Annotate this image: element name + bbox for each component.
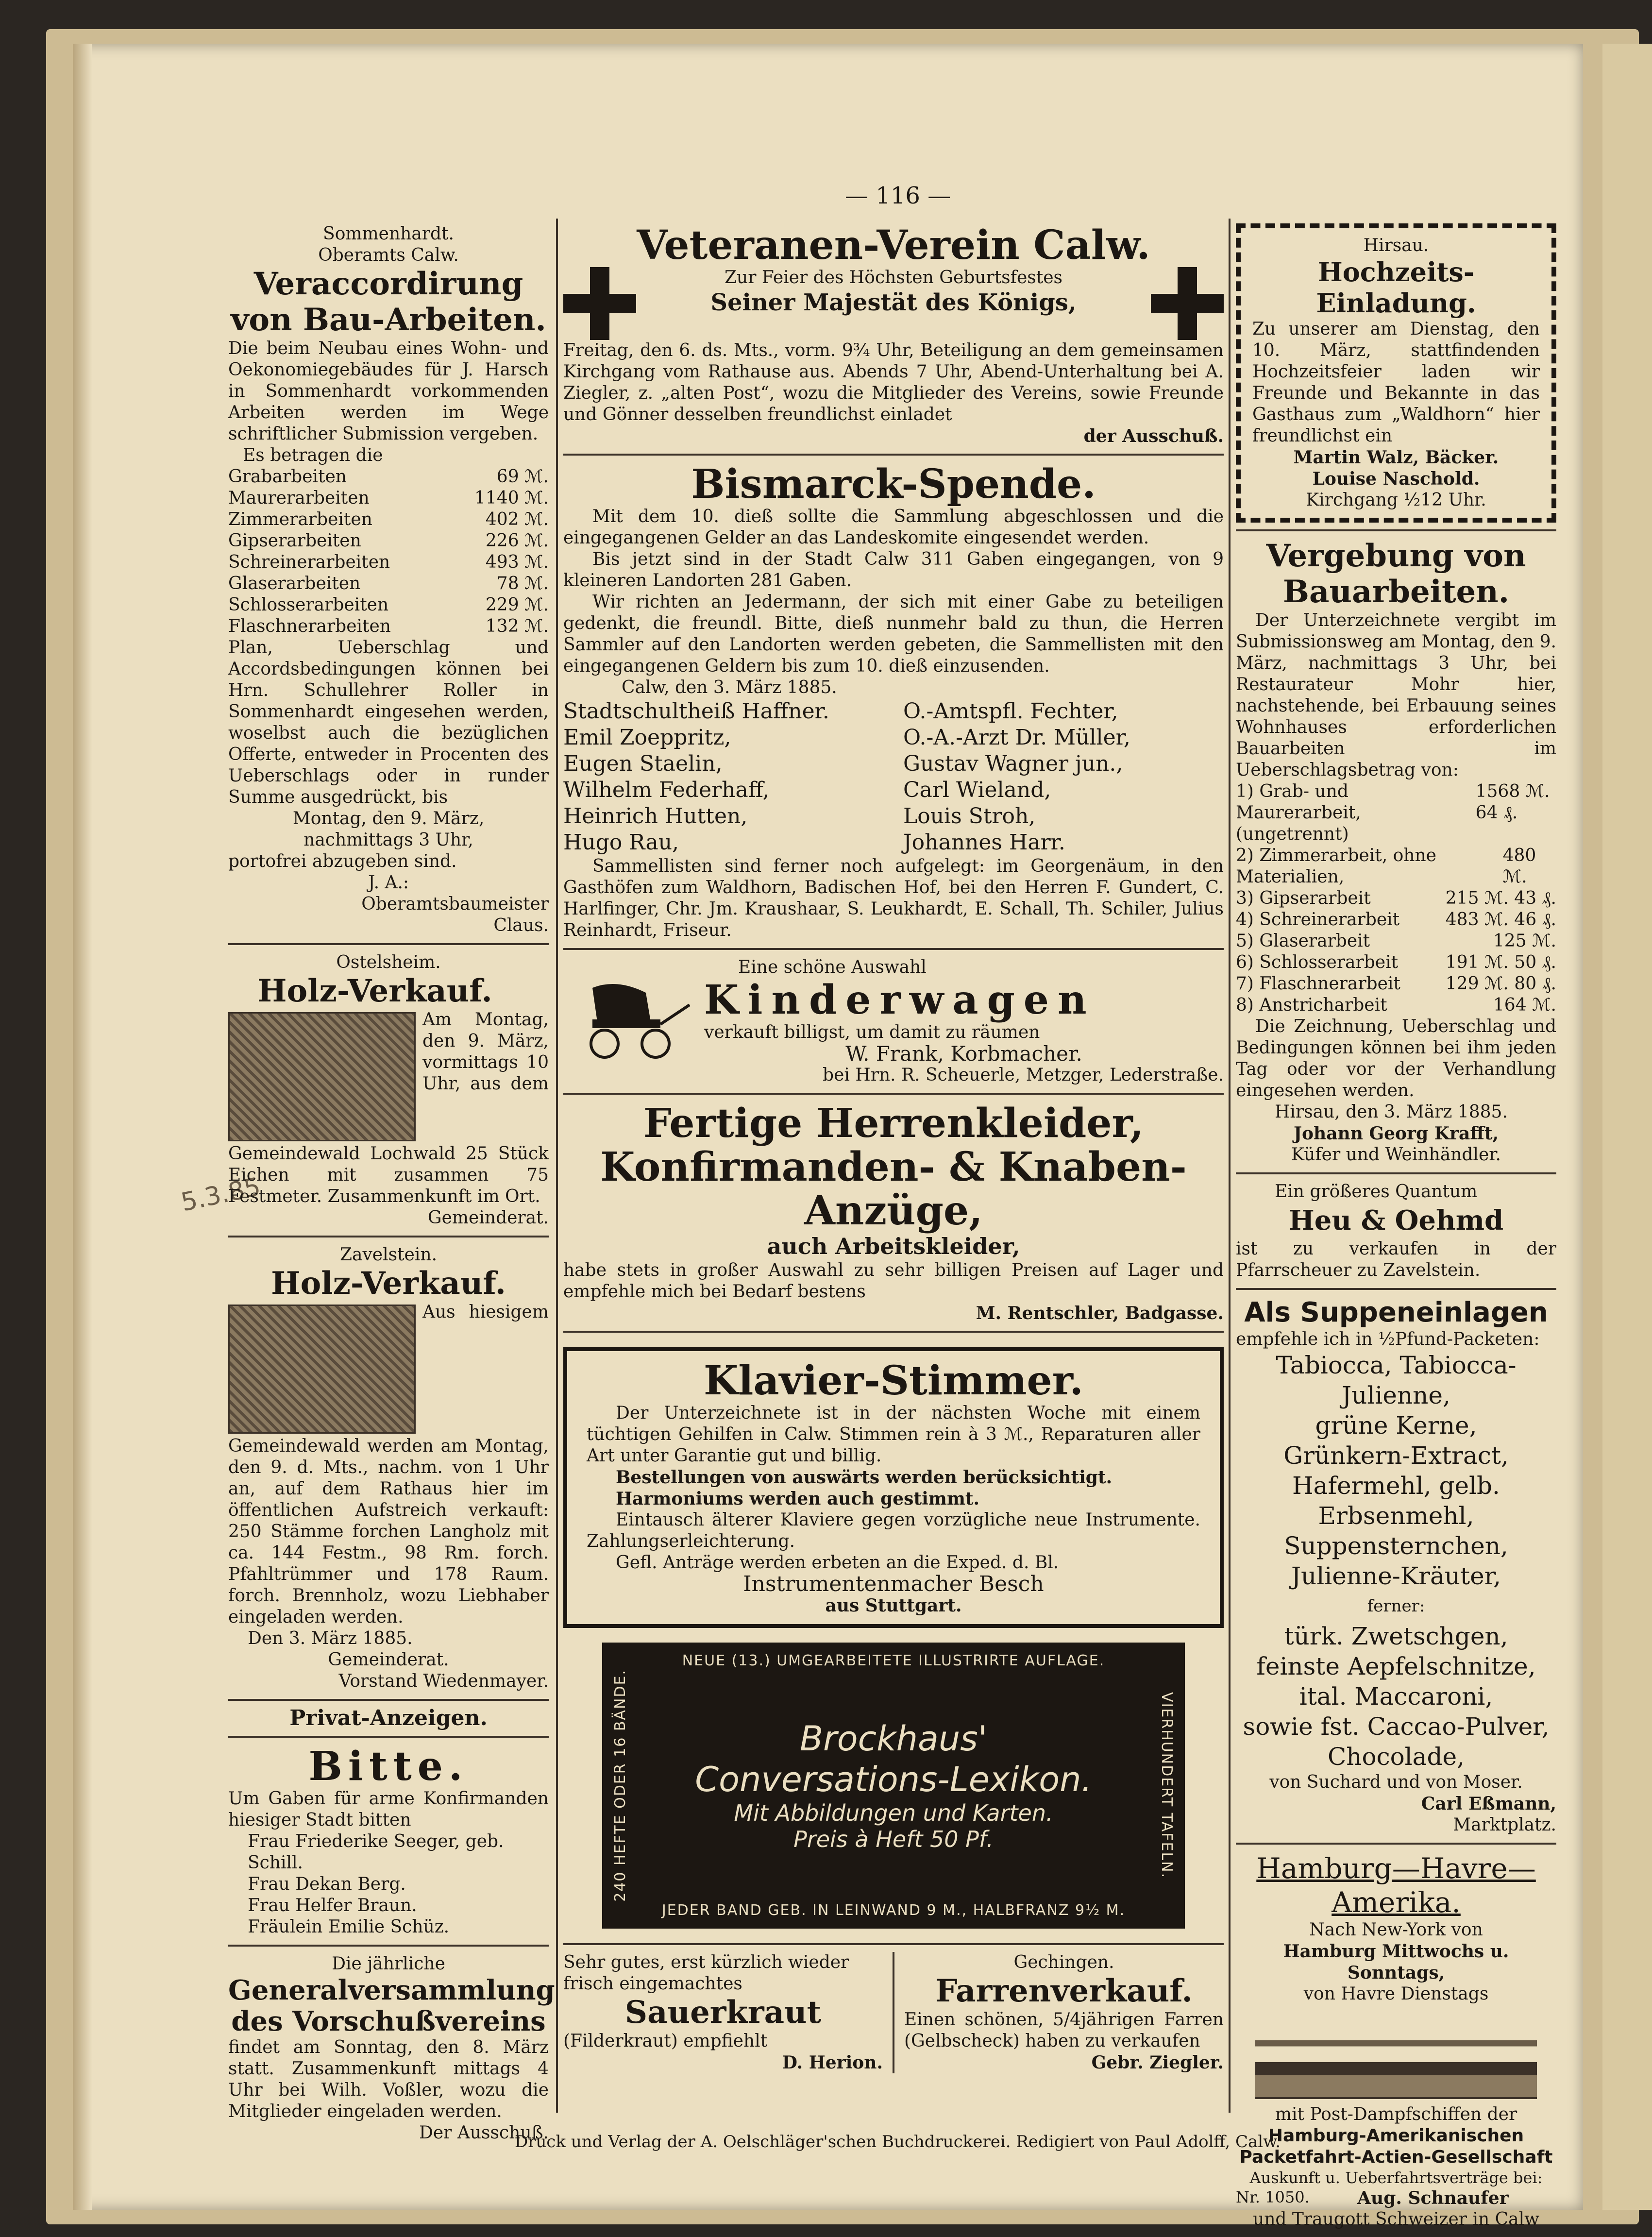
name: Louis Stroh,	[903, 804, 1036, 829]
name: O.-A.-Arzt Dr. Müller,	[903, 725, 1130, 750]
ad-date: Den 3. März 1885.	[248, 1628, 413, 1648]
signature: Johann Georg Krafft,	[1293, 1123, 1499, 1144]
ad-herrenkleider	[563, 1102, 1224, 1324]
name: Heinrich Hutten,	[563, 804, 748, 829]
ad-text: Zu unserer am Dienstag, den 10. März, stattfindenden Hochzeitsfeier laden wir Freunde und Bekannte in das Gasthaus zum „Waldhorn“ hier freundlichst ein	[1252, 319, 1540, 446]
divider	[563, 454, 1224, 456]
name: Frau Helfer Braun.	[248, 1896, 417, 1915]
divider	[1236, 1172, 1556, 1174]
cost-item: 5) Glaserarbeit 125 ℳ.	[1236, 931, 1556, 951]
name: Stadtschultheiß Haffner.	[563, 699, 829, 724]
place: Zavelstein.	[339, 1245, 438, 1265]
signature: aus Stuttgart.	[825, 1595, 962, 1616]
ad-title: Heu & Oehmd	[1288, 1204, 1504, 1237]
ad-text: Mit dem 10. dieß sollte die Sammlung abgeschlossen und die eingegangenen Gelder an das Landeskomite eingesendet werden.	[563, 507, 1224, 548]
margin-note: 5.3.85	[178, 1172, 263, 1218]
ad-text: verkauft billigst, um damit zu räumen	[704, 1022, 1040, 1042]
company-name: Hamburg-Amerikanischen	[1268, 2126, 1524, 2146]
ad-banner-text: 240 HEFTE ODER 16 BÄNDE.	[612, 1669, 629, 1902]
ad-generalversammlung	[228, 1953, 555, 2144]
product: feinste Aepfelschnitze,	[1256, 1652, 1536, 1680]
product: Tabiocca, Tabiocca-Julienne,	[1276, 1351, 1517, 1409]
cost-item: Grabarbeiten 69 ℳ.	[228, 467, 549, 487]
signature: Der Ausschuß.	[419, 2123, 549, 2143]
cost-list	[1236, 781, 1556, 1016]
name: Gustav Wagner jun.,	[903, 751, 1123, 776]
ad-text: Zur Feier des Höchsten Geburtsfestes	[725, 268, 1062, 288]
ad-title: Als Suppeneinlagen	[1244, 1297, 1548, 1328]
ad-title: Holz-Verkauf.	[271, 1265, 506, 1302]
ad-title: Bauarbeiten.	[1282, 574, 1510, 610]
committee-names	[563, 698, 1224, 856]
ad-vergebung-bauarbeiten	[1236, 538, 1556, 1166]
place: Ostelsheim.	[336, 952, 441, 972]
ad-holzverkauf-2	[228, 1244, 549, 1692]
cost-item: 1) Grab- und Maurerarbeit, (ungetrennt) 1568 ℳ. 64 ₰.	[1236, 781, 1550, 844]
ad-text: Am Montag, den 9. März, vormittags 10 Uhr, aus dem Gemeindewald Lochwald 25 Stück Eichen mit zusammen 75 Festmeter. Zusammenkunft im Ort.	[228, 1010, 549, 1206]
ad-number: Nr. 1050.	[1236, 2188, 1310, 2206]
ad-title: Klavier-Stimmer.	[704, 1357, 1083, 1404]
cost-item: Glaserarbeiten 78 ℳ.	[228, 574, 549, 593]
name: Fräulein Emilie Schüz.	[248, 1917, 450, 1937]
ad-text: empfehle ich in ½Pfund-Packeten:	[1236, 1329, 1540, 1349]
product: Julienne-Kräuter,	[1291, 1562, 1501, 1590]
ad-bismarck-spende	[563, 462, 1224, 941]
ad-text: Einen schönen, 5/4jährigen Farren (Gelbscheck) haben zu verkaufen	[904, 2009, 1224, 2051]
ad-suppeneinlagen	[1236, 1297, 1556, 1836]
signature: Vorstand Wiedenmayer.	[338, 1671, 549, 1691]
signature: J. A.:	[368, 873, 409, 893]
ad-title: von Bau-Arbeiten.	[231, 302, 546, 338]
ad-title: Hochzeits-Einladung.	[1316, 256, 1476, 319]
ad-text: Sammellisten sind ferner noch aufgelegt: im Georgenäum, in den Gasthöfen zum Waldhorn, Badischen Hof, bei den Herren F. Gundert, C. Harlfinger, Chr. Jm. Kraushaar, S. Leukhardt, E. Schall, Th. Schiler, Julius Reinhardt, Friseur.	[563, 856, 1224, 940]
ad-bauarbeiten	[228, 223, 549, 936]
ad-text: portofrei abzugeben sind.	[228, 851, 457, 871]
ad-title: Holz-Verkauf.	[257, 973, 492, 1009]
ad-text: von Havre Dienstags	[1303, 1984, 1489, 2004]
signature: D. Herion.	[782, 2052, 883, 2073]
cost-item: 7) Flaschnerarbeit 129 ℳ. 80 ₰.	[1236, 974, 1556, 994]
right-column	[1236, 223, 1556, 2230]
ad-date: Hirsau, den 3. März 1885.	[1275, 1102, 1508, 1122]
ad-title: Bitte.	[308, 1743, 469, 1790]
place: Hirsau.	[1363, 236, 1429, 255]
ad-holzverkauf-1	[228, 952, 549, 1229]
ad-veteranen-verein	[563, 223, 1224, 447]
iron-cross-icon	[1151, 267, 1224, 340]
divider	[1236, 1288, 1556, 1290]
ad-text: Ein größeres Quantum	[1275, 1182, 1478, 1202]
signature: Gemeinderat.	[427, 1208, 549, 1228]
divider	[1236, 1843, 1556, 1845]
ad-text: Aus hiesigem Gemeindewald werden am Montag, den 9. d. Mts., nachm. von 1 Uhr an, auf dem Rathaus hier im öffentlichen Aufstreich verkauft: 250 Stämme forchen Langholz mit ca. 144 Festm., 98 Rm. forch. Pfahltrümmer und 178 Raum. forch. Brennholz, wozu Liebhaber eingeladen werden.	[228, 1302, 549, 1627]
ad-bitte	[228, 1745, 549, 1938]
signature: W. Frank, Korbmacher.	[845, 1042, 1082, 1066]
ad-title: Fertige Herrenkleider,	[643, 1100, 1144, 1147]
ad-title: Kinderwagen	[704, 977, 1096, 1023]
page-number: — 116 —	[845, 182, 951, 209]
ad-text: Wir richten an Jedermann, der sich mit einer Gabe zu beteiligen gedenkt, die freundl. Bitte, dieß nunmehr bald zu thun, die Herren Sammler auf den Landorten werden gebeten, die Sammellisten mit den eingegangenen Geldern bis zum 10. dieß einzusenden.	[563, 592, 1224, 676]
product: ital. Maccaroni,	[1299, 1682, 1493, 1711]
ad-date: Calw, den 3. März 1885.	[622, 678, 837, 697]
cost-item: 2) Zimmerarbeit, ohne Materialien, 480 ℳ.	[1236, 846, 1536, 887]
ad-date: nachmittags 3 Uhr,	[303, 830, 473, 850]
ad-text: (Filderkraut) empfiehlt	[563, 2031, 768, 2051]
ad-title: Veraccordirung	[253, 266, 523, 302]
ad-text: Auskunft u. Ueberfahrtsverträge bei:	[1249, 2169, 1543, 2187]
signature: M. Rentschler, Badgasse.	[976, 1303, 1224, 1323]
page-gutter	[73, 44, 92, 2210]
divider	[228, 1736, 549, 1738]
divider	[1236, 529, 1556, 531]
ad-text: Freitag, den 6. ds. Mts., vorm. 9¾ Uhr, Beteiligung an dem gemeinsamen Kirchgang vom Rathause aus. Abends 7 Uhr, Abend-Unterhaltung bei A. Ziegler, z. „alten Post“, wozu die Mitglieder des Vereins, sowie Freunde und Gönner desselben freundlichst einladet	[563, 340, 1224, 424]
ad-title: Farrenverkauf.	[935, 1972, 1193, 2009]
signature: Claus.	[493, 915, 549, 935]
middle-column	[563, 223, 1224, 2073]
agent-name: Aug. Schnaufer	[1357, 2188, 1509, 2208]
product: grüne Kerne,	[1315, 1411, 1477, 1440]
name: Frau Friederike Seeger, geb. Schill.	[248, 1831, 504, 1873]
signature: Oberamtsbaumeister	[361, 894, 549, 914]
ad-text: ferner:	[1367, 1596, 1425, 1616]
ad-text: Bestellungen von auswärts werden berücksichtigt.	[616, 1467, 1113, 1488]
divider	[563, 948, 1224, 950]
name: Emil Zoeppritz,	[563, 725, 731, 750]
divider	[563, 1943, 1224, 1945]
steamship-image	[1255, 2010, 1537, 2099]
ad-brockhaus-lexikon	[602, 1643, 1185, 1929]
ad-text: Nach New-York von	[1309, 1920, 1483, 1940]
ad-title: Sauerkraut	[624, 1994, 822, 2031]
ad-title: Generalversammlung	[228, 1974, 555, 2006]
divider	[228, 943, 549, 945]
cost-item: Gipserarbeiten 226 ℳ.	[228, 531, 549, 551]
ad-farrenverkauf	[894, 1952, 1224, 2073]
product-list	[1236, 1350, 1556, 1772]
ad-banner-text: NEUE (13.) UMGEARBEITETE ILLUSTRIRTE AUFLAGE.	[682, 1652, 1105, 1669]
ad-title: Veteranen-Verein Calw.	[637, 222, 1150, 269]
name: Carl Wieland,	[903, 778, 1051, 802]
product: Hafermehl, gelb. Erbsenmehl,	[1292, 1472, 1500, 1530]
company-name: Packetfahrt-Actien-Gesellschaft	[1239, 2147, 1553, 2167]
ad-title: Konfirmanden- & Knaben-Anzüge,	[600, 1144, 1187, 1234]
name: Martin Walz, Bäcker.	[1293, 447, 1499, 468]
ad-text: findet am Sonntag, den 8. März statt. Zusammenkunft mittags 4 Uhr bei Wilh. Voßler, wozu die Mitglieder eingeladen werden.	[228, 2037, 549, 2121]
ad-text: Bis jetzt sind in der Stadt Calw 311 Gaben eingegangen, von 9 kleineren Landorten 281 Gaben.	[563, 549, 1224, 591]
signature: Instrumentenmacher Besch	[743, 1572, 1044, 1596]
ad-subtitle: Seiner Majestät des Königs,	[710, 289, 1077, 316]
address: bei Hrn. R. Scheuerle, Metzger, Lederstraße.	[823, 1065, 1224, 1085]
ad-banner-text: VIERHUNDERT TAFELN.	[1158, 1692, 1175, 1879]
ad-text: Es betragen die	[243, 445, 383, 465]
ad-text: Gefl. Anträge werden erbeten an die Exped. d. Bl.	[616, 1553, 1059, 1573]
ad-text: Harmoniums werden auch gestimmt.	[616, 1489, 980, 1509]
signature: der Ausschuß.	[1083, 426, 1224, 446]
ad-text: Die jährliche	[332, 1954, 445, 1974]
product: türk. Zwetschgen,	[1284, 1622, 1508, 1650]
column-rule	[1229, 219, 1231, 2113]
ad-text: habe stets in großer Auswahl zu sehr billigen Preisen auf Lager und empfehle mich bei Bedarf bestens	[563, 1260, 1224, 1302]
divider	[228, 1945, 549, 1947]
ad-text: mit Post-Dampfschiffen der	[1275, 2104, 1517, 2124]
ad-title: Bismarck-Spende.	[691, 461, 1096, 508]
divider	[228, 1699, 549, 1701]
product: sowie fst. Caccao-Pulver,	[1243, 1712, 1550, 1741]
ad-date: Kirchgang ½12 Uhr.	[1306, 490, 1486, 510]
ad-title: Brockhaus'	[800, 1719, 987, 1759]
cost-item: Schlosserarbeiten 229 ℳ.	[228, 595, 549, 615]
name: Hugo Rau,	[563, 830, 679, 855]
divider	[563, 1093, 1224, 1095]
forest-woodcut-image	[228, 1012, 416, 1141]
agent-name: und Traugott Schweizer in Calw	[1253, 2209, 1539, 2229]
ad-subtitle: auch Arbeitskleider,	[767, 1233, 1020, 1259]
product: Chocolade,	[1328, 1743, 1465, 1771]
ad-text: Eine schöne Auswahl	[738, 957, 927, 977]
signature: Marktplatz.	[1453, 1815, 1556, 1835]
cost-list	[228, 466, 549, 637]
authority: Oberamts Calw.	[318, 245, 459, 265]
cost-item: Maurerarbeiten 1140 ℳ.	[228, 488, 549, 508]
ad-text: Eintausch älterer Klaviere gegen vorzügliche neue Instrumente. Zahlungserleichterung.	[587, 1510, 1200, 1551]
ad-title: Conversations-Lexikon.	[695, 1760, 1092, 1800]
signature: Küfer und Weinhändler.	[1291, 1145, 1501, 1165]
pram-icon	[563, 978, 694, 1061]
cost-item: Flaschnerarbeiten 132 ℳ.	[228, 616, 549, 636]
cost-item: Schreinerarbeiten 493 ℳ.	[228, 552, 549, 572]
imprint-footer: Druck und Verlag der A. Oelschläger'schen Buchdruckerei. Redigiert von Paul Adolff, Calw.	[515, 2132, 1281, 2152]
cost-item: 3) Gipserarbeit 215 ℳ. 43 ₰.	[1236, 888, 1556, 908]
product: Suppensternchen,	[1284, 1532, 1508, 1560]
name: O.-Amtspfl. Fechter,	[903, 699, 1118, 724]
section-heading: Privat-Anzeigen.	[289, 1706, 488, 1730]
place: Sommenhardt.	[323, 224, 454, 244]
iron-cross-icon	[563, 267, 636, 340]
divider	[228, 1236, 549, 1237]
ad-klavier-stimmer	[563, 1347, 1224, 1628]
product: Grünkern-Extract,	[1283, 1441, 1509, 1470]
ad-text: Der Unterzeichnete ist in der nächsten Woche mit einem tüchtigen Gehilfen in Calw. Stimmen rein à 3 ℳ., Reparaturen aller Art unter Garantie gut und billig.	[587, 1403, 1200, 1466]
signature: Gemeinderat.	[328, 1650, 449, 1670]
ad-kinderwagen	[563, 957, 1224, 1086]
ad-text: Um Gaben für arme Konfirmanden hiesiger Stadt bitten	[228, 1789, 549, 1830]
ad-hamburg-amerika	[1236, 1851, 1556, 2230]
ad-title: des Vorschußvereins	[231, 2005, 546, 2037]
ad-text: Sehr gutes, erst kürzlich wieder frisch eingemachtes	[563, 1952, 849, 1994]
ad-subtitle: Mit Abbildungen und Karten.	[734, 1800, 1053, 1827]
ad-sauerkraut	[563, 1952, 894, 2073]
cost-item: 6) Schlosserarbeit 191 ℳ. 50 ₰.	[1236, 952, 1556, 972]
signature: Gebr. Ziegler.	[1091, 2052, 1224, 2073]
name: Louise Naschold.	[1312, 469, 1480, 489]
cost-item: Zimmerarbeiten 402 ℳ.	[228, 509, 549, 529]
cost-item: 4) Schreinerarbeit 483 ℳ. 46 ₰.	[1236, 910, 1556, 930]
name: Wilhelm Federhaff,	[563, 778, 770, 802]
ad-hochzeits-einladung	[1236, 223, 1556, 523]
price: Preis à Heft 50 Pf.	[793, 1826, 994, 1853]
ad-date: Montag, den 9. März,	[292, 809, 485, 829]
signature: Carl Eßmann,	[1421, 1794, 1556, 1814]
cost-item: 8) Anstricharbeit 164 ℳ.	[1236, 995, 1556, 1015]
name: Eugen Staelin,	[563, 751, 723, 776]
ad-text: Der Unterzeichnete vergibt im Submissionsweg am Montag, den 9. März, nachmittags 3 Uhr, bei Restaurateur Mohr hier, nachstehende, bei Erbauung seines Wohnhauses erforderlichen Bauarbeiten im Ueberschlagsbetrag von:	[1236, 610, 1556, 780]
next-page-edge	[1602, 44, 1652, 2210]
ad-text: Die beim Neubau eines Wohn- und Oekonomiegebäudes für J. Harsch in Sommenhardt vorkommenden Arbeiten werden im Wege schriftlicher Submission vergeben.	[228, 339, 549, 444]
ad-text: ist zu verkaufen in der Pfarrscheuer zu Zavelstein.	[1236, 1239, 1556, 1280]
ad-title: Vergebung von	[1266, 538, 1526, 574]
column-rule	[556, 219, 558, 2113]
place: Gechingen.	[1013, 1952, 1114, 1972]
divider	[563, 1331, 1224, 1333]
forest-woodcut-image	[228, 1305, 416, 1434]
ad-text: Die Zeichnung, Ueberschlag und Bedingungen können bei ihm jeden Tag oder vor der Verhandlung eingesehen werden.	[1236, 1017, 1556, 1101]
name: Frau Dekan Berg.	[248, 1874, 406, 1894]
ad-title: Hamburg—Havre—Amerika.	[1256, 1852, 1536, 1919]
ad-heu-oehmd	[1236, 1181, 1556, 1281]
left-column	[228, 223, 555, 2144]
ad-banner-text: JEDER BAND GEB. IN LEINWAND 9 M., HALBFRANZ 9½ M.	[661, 1901, 1126, 1919]
ad-text: von Suchard und von Moser.	[1269, 1772, 1523, 1792]
name: Johannes Harr.	[903, 830, 1065, 855]
ad-text: Plan, Ueberschlag und Accordsbedingungen können bei Hrn. Schullehrer Roller in Sommenhardt eingesehen werden, woselbst auch die bezüglichen Offerte, entweder in Procenten des Ueberschlags oder in runder Summe ausgedrückt, bis	[228, 638, 549, 807]
bottom-ads	[563, 1952, 1224, 2073]
ad-text: Hamburg Mittwochs u. Sonntags,	[1283, 1941, 1509, 1983]
